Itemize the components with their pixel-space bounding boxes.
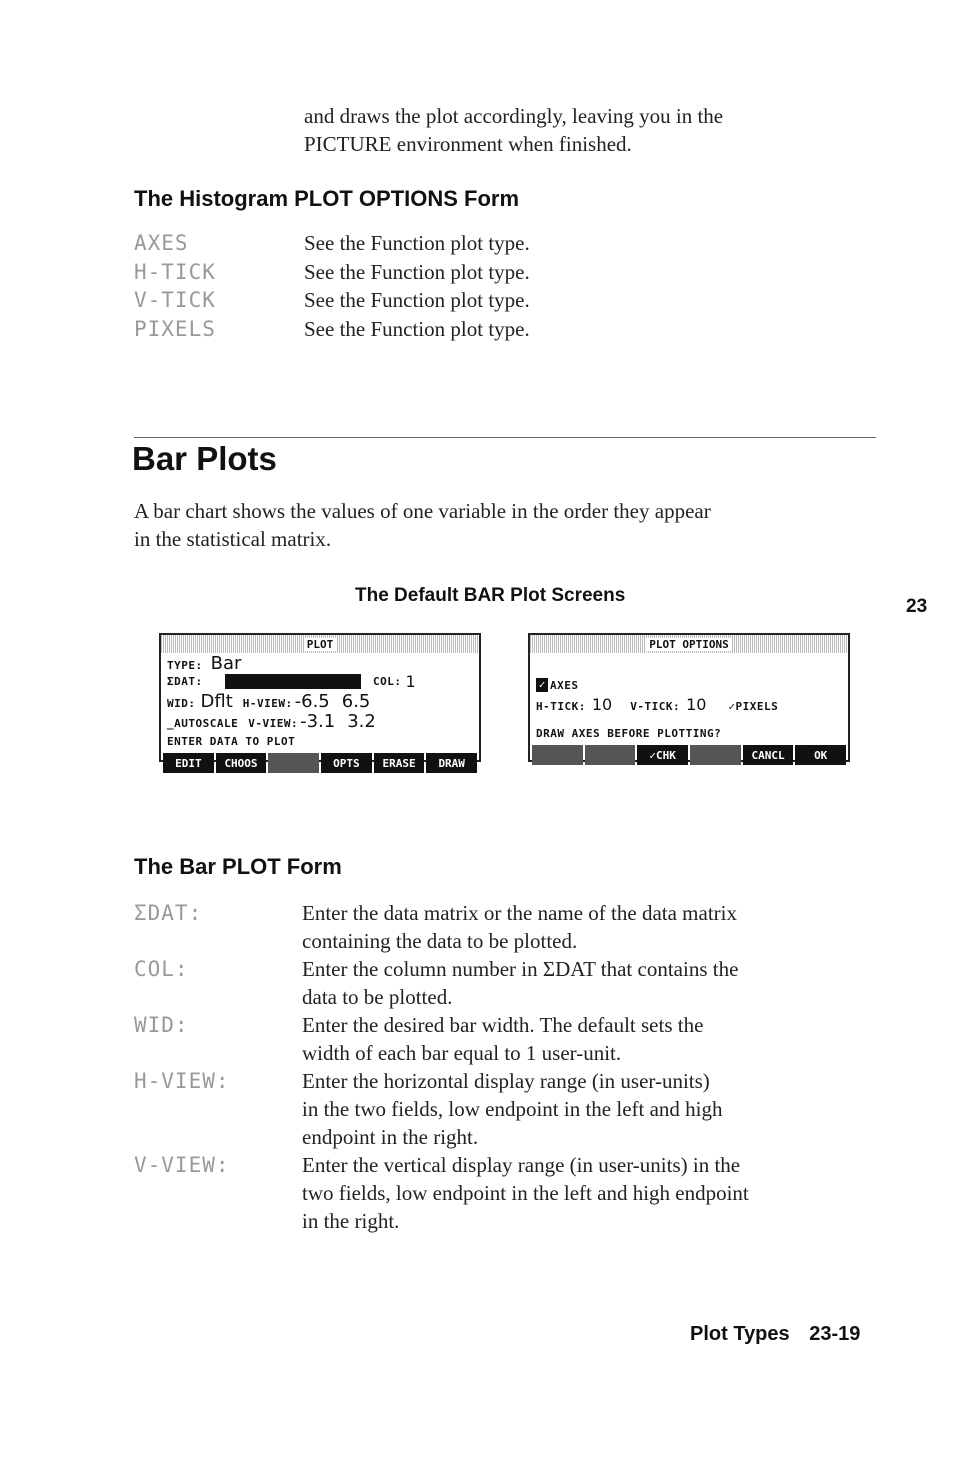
opts-softkey[interactable]: OPTS xyxy=(321,753,372,773)
list-item xyxy=(134,1151,894,1235)
sdat-field[interactable] xyxy=(225,674,361,689)
description-line: containing the data to be plotted. xyxy=(302,929,578,953)
plot-options-screen xyxy=(528,633,850,762)
axes-row xyxy=(536,675,842,695)
field-label: H-VIEW: xyxy=(134,1069,230,1093)
description-line: in the right. xyxy=(302,1209,400,1233)
softkey-bar xyxy=(161,753,479,773)
field-description xyxy=(302,955,738,1011)
option-description: See the Function plot type. xyxy=(304,288,530,312)
sdat-row xyxy=(167,672,473,691)
option-description: See the Function plot type. xyxy=(304,231,530,255)
description-line: in the two fields, low endpoint in the left and high xyxy=(302,1097,723,1121)
vtick-field[interactable]: 10 xyxy=(686,695,707,714)
erase-softkey[interactable]: ERASE xyxy=(374,753,425,773)
edit-softkey[interactable]: EDIT xyxy=(163,753,214,773)
intro-line: and draws the plot accordingly, leaving you in the xyxy=(304,104,724,128)
description-line: Enter the horizontal display range (in user-units) xyxy=(302,1069,710,1093)
field-description xyxy=(302,1011,703,1067)
option-label: AXES xyxy=(134,231,189,255)
field-description xyxy=(302,899,737,955)
screen-title: PLOT OPTIONS xyxy=(646,638,731,651)
list-item xyxy=(134,286,530,315)
sdat-label: ΣDAT: xyxy=(167,675,203,688)
screen-title-bar xyxy=(530,635,848,653)
vview-label: V-VIEW: xyxy=(248,717,299,730)
chk-softkey[interactable]: ✓CHK xyxy=(637,745,688,765)
hview-high-field[interactable]: 6.5 xyxy=(341,691,371,712)
hview-label: H-VIEW: xyxy=(242,697,293,710)
help-prompt: DRAW AXES BEFORE PLOTTING? xyxy=(536,727,722,740)
section-title: Bar Plots xyxy=(132,440,277,477)
bar-form-heading: The Bar PLOT Form xyxy=(134,854,342,879)
description-line: Enter the vertical display range (in user-units) in the xyxy=(302,1153,741,1177)
hview-low-field[interactable]: -6.5 xyxy=(294,691,330,712)
option-description: See the Function plot type. xyxy=(304,316,530,341)
tick-row xyxy=(536,695,842,715)
type-field[interactable]: Bar xyxy=(210,653,242,674)
cancel-softkey[interactable]: CANCL xyxy=(743,745,794,765)
intro-line: in the statistical matrix. xyxy=(134,527,332,551)
histogram-options-list xyxy=(134,229,530,343)
htick-field[interactable]: 10 xyxy=(591,695,613,714)
footer-section: Plot Types xyxy=(690,1323,790,1345)
intro-paragraph xyxy=(304,102,723,158)
help-prompt: ENTER DATA TO PLOT xyxy=(167,735,296,748)
intro-line: A bar chart shows the values of one variable in the order they appear xyxy=(134,499,711,523)
description-line: Enter the desired bar width. The default sets the xyxy=(302,1013,704,1037)
field-label: COL: xyxy=(134,957,189,981)
section-divider xyxy=(134,437,876,438)
field-label: ΣDAT: xyxy=(134,901,203,925)
blank-softkey xyxy=(532,745,583,765)
axes-label: AXES xyxy=(550,678,579,692)
pixels-checkbox[interactable]: ✓PIXELS xyxy=(728,700,779,713)
list-item xyxy=(134,258,530,287)
wid-label: WID: xyxy=(167,697,196,710)
field-label: WID: xyxy=(134,1013,189,1037)
screen-title: PLOT xyxy=(304,638,337,651)
option-description: See the Function plot type. xyxy=(304,259,530,284)
col-label: COL: xyxy=(373,675,402,688)
autoscale-checkbox[interactable]: _AUTOSCALE xyxy=(167,717,239,730)
autoscale-row xyxy=(167,711,473,731)
description-line: endpoint in the right. xyxy=(302,1125,479,1149)
list-item xyxy=(134,955,894,1011)
page-number: 23-19 xyxy=(809,1323,861,1345)
field-description xyxy=(302,1067,723,1151)
type-row xyxy=(167,653,473,672)
wid-row xyxy=(167,691,473,711)
choos-softkey[interactable]: CHOOS xyxy=(216,753,267,773)
vview-low-field[interactable]: -3.1 xyxy=(300,711,336,732)
screen-title-bar xyxy=(161,635,479,653)
histogram-heading: The Histogram PLOT OPTIONS Form xyxy=(134,186,520,211)
ok-softkey[interactable]: OK xyxy=(795,745,846,765)
list-item xyxy=(134,1067,894,1151)
field-description xyxy=(302,1151,749,1235)
description-line: data to be plotted. xyxy=(302,985,453,1009)
list-item xyxy=(134,315,530,344)
draw-softkey[interactable]: DRAW xyxy=(426,753,477,773)
bar-plots-intro xyxy=(134,497,711,553)
type-label: TYPE: xyxy=(167,659,203,672)
list-item xyxy=(134,229,530,258)
blank-softkey xyxy=(690,745,741,765)
option-label: PIXELS xyxy=(134,316,216,341)
softkey-bar xyxy=(530,745,848,765)
option-label: V-TICK xyxy=(134,288,216,312)
description-line: two fields, low endpoint in the left and high endpoint xyxy=(302,1181,749,1205)
bar-form-list xyxy=(134,899,894,1235)
plot-screen xyxy=(159,633,481,770)
field-label: V-VIEW: xyxy=(134,1153,230,1177)
vtick-label: V-TICK: xyxy=(630,700,681,713)
option-label: H-TICK xyxy=(134,259,216,284)
blank-softkey xyxy=(268,753,319,773)
description-line: Enter the data matrix or the name of the data matrix xyxy=(302,901,737,925)
col-field[interactable]: 1 xyxy=(405,672,416,691)
description-line: width of each bar equal to 1 user-unit. xyxy=(302,1041,622,1065)
list-item xyxy=(134,899,894,955)
wid-field[interactable]: Dflt xyxy=(200,691,233,712)
description-line: Enter the column number in ΣDAT that contains the xyxy=(302,957,739,981)
blank-softkey xyxy=(585,745,636,765)
figure-caption: The Default BAR Plot Screens xyxy=(355,585,626,606)
page-footer xyxy=(690,1323,860,1346)
vview-high-field[interactable]: 3.2 xyxy=(347,711,376,732)
chapter-tab: 23 xyxy=(906,596,928,617)
axes-checkbox[interactable]: ✓ xyxy=(536,678,548,692)
list-item xyxy=(134,1011,894,1067)
intro-line: PICTURE environment when finished. xyxy=(304,132,632,156)
htick-label: H-TICK: xyxy=(536,700,586,713)
